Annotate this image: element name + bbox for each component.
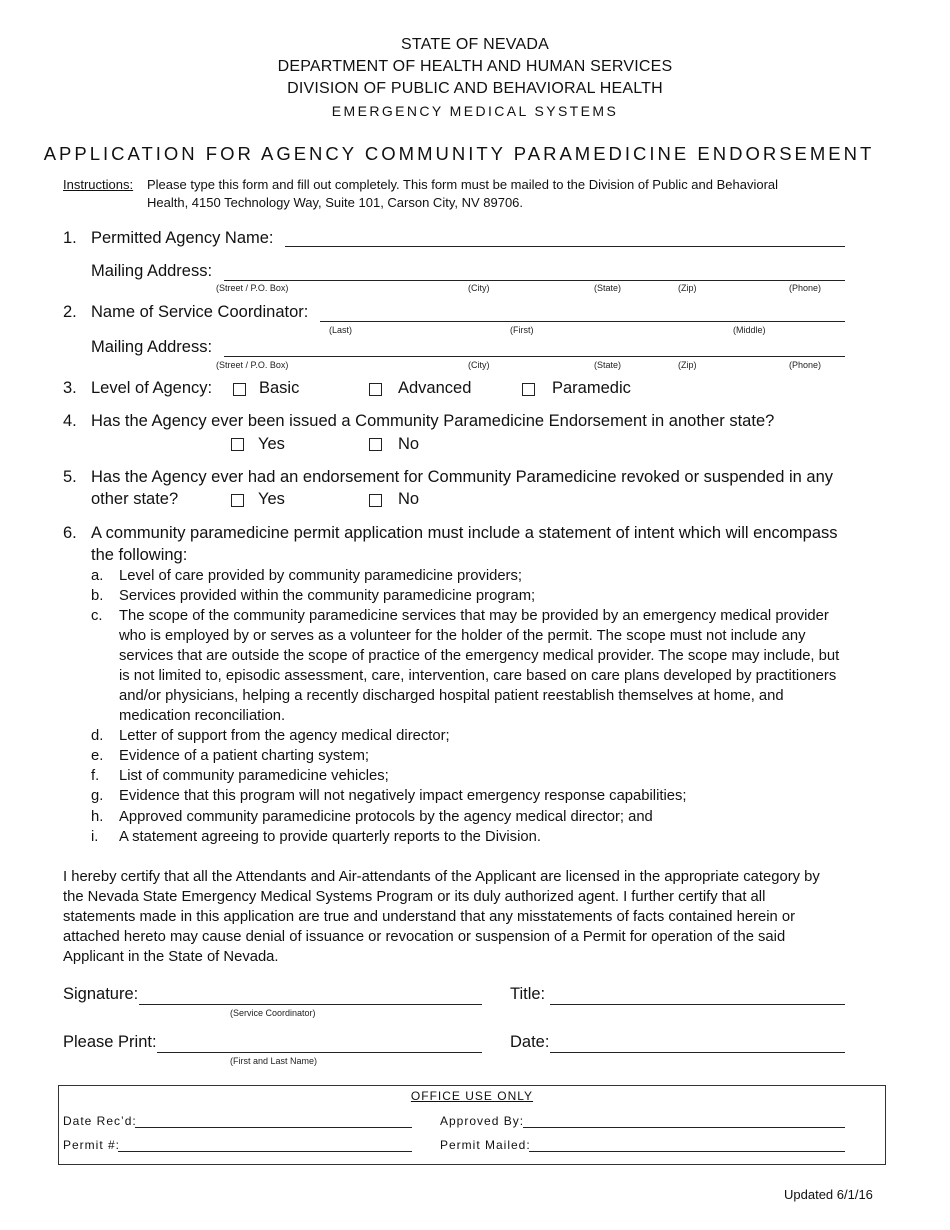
level-paramedic-label: Paramedic bbox=[552, 379, 631, 397]
title-label: Title: bbox=[510, 985, 546, 1003]
item-c-line-3: services that are outside the scope of practice of the emergency medical provider. The scope may include, but bbox=[119, 648, 840, 664]
q1-caption-state: (State) bbox=[594, 283, 622, 293]
item-a-text: Level of care provided by community paramedicine providers; bbox=[119, 568, 522, 584]
item-e-letter: e. bbox=[91, 748, 104, 764]
q2-caption-first: (First) bbox=[510, 325, 534, 335]
item-c-line-5: and/or physicians, helping a recently discharged hospital patient reestablish themselves at home, and bbox=[119, 688, 784, 704]
item-d-letter: d. bbox=[91, 728, 104, 744]
item-g-text: Evidence that this program will not negatively impact emergency response capabilities; bbox=[119, 788, 687, 804]
date-received-label: Date Rec’d: bbox=[63, 1114, 137, 1128]
signature-caption: (Service Coordinator) bbox=[230, 1008, 316, 1018]
q2-mailing-address-field[interactable] bbox=[224, 356, 845, 357]
q3-number: 3. bbox=[63, 379, 77, 397]
item-h-letter: h. bbox=[91, 809, 104, 825]
agency-name-label: Permitted Agency Name: bbox=[91, 229, 274, 247]
agency-name-field[interactable] bbox=[285, 246, 845, 247]
item-g-letter: g. bbox=[91, 788, 104, 804]
item-c-line-6: medication reconciliation. bbox=[119, 708, 286, 724]
certification-line-3: statements made in this application are true and understand that any misstatements of facts contained herein or bbox=[63, 909, 796, 925]
header-program: EMERGENCY MEDICAL SYSTEMS bbox=[331, 103, 619, 119]
item-c-line-2: who is employed by or serves as a volunteer for the holder of the permit. The scope must not include any bbox=[119, 628, 806, 644]
q5-no-label: No bbox=[398, 490, 420, 508]
item-c-letter: c. bbox=[91, 608, 103, 624]
q4-yes-label: Yes bbox=[258, 435, 285, 453]
permit-mailed-field[interactable] bbox=[529, 1151, 845, 1152]
q2-caption-last: (Last) bbox=[329, 325, 353, 335]
q2-caption-street: (Street / P.O. Box) bbox=[216, 360, 289, 370]
certification-line-5: Applicant in the State of Nevada. bbox=[63, 949, 279, 965]
item-h-text: Approved community paramedicine protocols by the agency medical director; and bbox=[119, 809, 653, 825]
item-c-line-1: The scope of the community paramedicine services that may be provided by an emergency medical provider bbox=[119, 608, 829, 624]
q2-caption-middle: (Middle) bbox=[733, 325, 766, 335]
certification-line-2: the Nevada State Emergency Medical Systems Program or its duly authorized agent. I further certify that all bbox=[63, 889, 766, 905]
q2-caption-phone: (Phone) bbox=[789, 360, 822, 370]
item-i-letter: i. bbox=[91, 829, 99, 845]
please-print-label: Please Print: bbox=[63, 1033, 157, 1051]
date-label: Date: bbox=[510, 1033, 550, 1051]
approved-by-label: Approved By: bbox=[440, 1114, 525, 1128]
item-e-text: Evidence of a patient charting system; bbox=[119, 748, 370, 764]
approved-by-field[interactable] bbox=[523, 1127, 845, 1128]
level-advanced-label: Advanced bbox=[398, 379, 472, 397]
level-paramedic-checkbox[interactable] bbox=[522, 383, 535, 396]
service-coordinator-field[interactable] bbox=[320, 321, 845, 322]
item-f-letter: f. bbox=[91, 768, 100, 784]
q5-no-checkbox[interactable] bbox=[369, 494, 382, 507]
certification-line-1: I hereby certify that all the Attendants and Air-attendants of the Applicant are licensed in the appropriate category by bbox=[63, 869, 820, 885]
certification-line-4: attached hereto may cause denial of issuance or revocation or suspension of a Permit for operation of the said bbox=[63, 929, 786, 945]
q2-caption-city: (City) bbox=[468, 360, 490, 370]
please-print-caption: (First and Last Name) bbox=[230, 1056, 318, 1066]
item-b-text: Services provided within the community paramedicine program; bbox=[119, 588, 536, 604]
signature-field[interactable] bbox=[139, 1004, 482, 1005]
q4-question: Has the Agency ever been issued a Community Paramedicine Endorsement in another state? bbox=[91, 412, 775, 430]
permit-number-label: Permit #: bbox=[63, 1138, 121, 1152]
level-basic-label: Basic bbox=[259, 379, 300, 397]
q2-caption-state: (State) bbox=[594, 360, 622, 370]
instructions-line-1: Please type this form and fill out completely. This form must be mailed to the Division of Public and Behavioral bbox=[147, 177, 779, 192]
header-division: DIVISION OF PUBLIC AND BEHAVIORAL HEALTH bbox=[287, 80, 663, 97]
item-i-text: A statement agreeing to provide quarterly reports to the Division. bbox=[119, 829, 541, 845]
permit-number-field[interactable] bbox=[118, 1151, 412, 1152]
item-a-letter: a. bbox=[91, 568, 104, 584]
q6-intro-line-2: the following: bbox=[91, 546, 188, 564]
q2-mailing-label: Mailing Address: bbox=[91, 338, 213, 356]
title-field[interactable] bbox=[550, 1004, 845, 1005]
item-d-text: Letter of support from the agency medical director; bbox=[119, 728, 450, 744]
q6-number: 6. bbox=[63, 524, 77, 542]
office-use-heading: OFFICE USE ONLY bbox=[410, 1089, 534, 1103]
form-title: APPLICATION FOR AGENCY COMMUNITY PARAMEDICINE ENDORSEMENT bbox=[43, 143, 875, 164]
q2-number: 2. bbox=[63, 303, 77, 321]
q4-yes-checkbox[interactable] bbox=[231, 438, 244, 451]
q4-number: 4. bbox=[63, 412, 77, 430]
signature-label: Signature: bbox=[63, 985, 139, 1003]
updated-date: Updated 6/1/16 bbox=[784, 1187, 873, 1202]
q1-caption-phone: (Phone) bbox=[789, 283, 822, 293]
q6-intro-line-1: A community paramedicine permit application must include a statement of intent which will encompass bbox=[91, 524, 838, 542]
q1-mailing-address-field[interactable] bbox=[224, 280, 845, 281]
q1-number: 1. bbox=[63, 229, 77, 247]
q1-caption-city: (City) bbox=[468, 283, 490, 293]
instructions-label: Instructions: bbox=[63, 177, 134, 192]
item-c-line-4: is not limited to, episodic assessment, care, intervention, care based on care plans developed by practitioners bbox=[119, 668, 837, 684]
q5-yes-checkbox[interactable] bbox=[231, 494, 244, 507]
q5-question-line-1: Has the Agency ever had an endorsement for Community Paramedicine revoked or suspended in any bbox=[91, 468, 834, 486]
q1-mailing-label: Mailing Address: bbox=[91, 262, 213, 280]
q1-caption-street: (Street / P.O. Box) bbox=[216, 283, 289, 293]
item-f-text: List of community paramedicine vehicles; bbox=[119, 768, 389, 784]
q5-question-line-2: other state? bbox=[91, 490, 179, 508]
please-print-field[interactable] bbox=[157, 1052, 482, 1053]
office-use-heading-wrap bbox=[58, 1089, 886, 1103]
level-basic-checkbox[interactable] bbox=[233, 383, 246, 396]
q5-number: 5. bbox=[63, 468, 77, 486]
service-coordinator-label: Name of Service Coordinator: bbox=[91, 303, 309, 321]
header-department: DEPARTMENT OF HEALTH AND HUMAN SERVICES bbox=[277, 58, 673, 75]
instructions-line-2: Health, 4150 Technology Way, Suite 101, Carson City, NV 89706. bbox=[147, 195, 524, 210]
item-b-letter: b. bbox=[91, 588, 104, 604]
q2-caption-zip: (Zip) bbox=[678, 360, 697, 370]
q4-no-checkbox[interactable] bbox=[369, 438, 382, 451]
date-received-field[interactable] bbox=[135, 1127, 412, 1128]
level-advanced-checkbox[interactable] bbox=[369, 383, 382, 396]
header-state: STATE OF NEVADA bbox=[401, 36, 549, 53]
q5-yes-label: Yes bbox=[258, 490, 285, 508]
permit-mailed-label: Permit Mailed: bbox=[440, 1138, 531, 1152]
q4-no-label: No bbox=[398, 435, 420, 453]
date-field[interactable] bbox=[550, 1052, 845, 1053]
q1-caption-zip: (Zip) bbox=[678, 283, 697, 293]
level-of-agency-label: Level of Agency: bbox=[91, 379, 213, 397]
